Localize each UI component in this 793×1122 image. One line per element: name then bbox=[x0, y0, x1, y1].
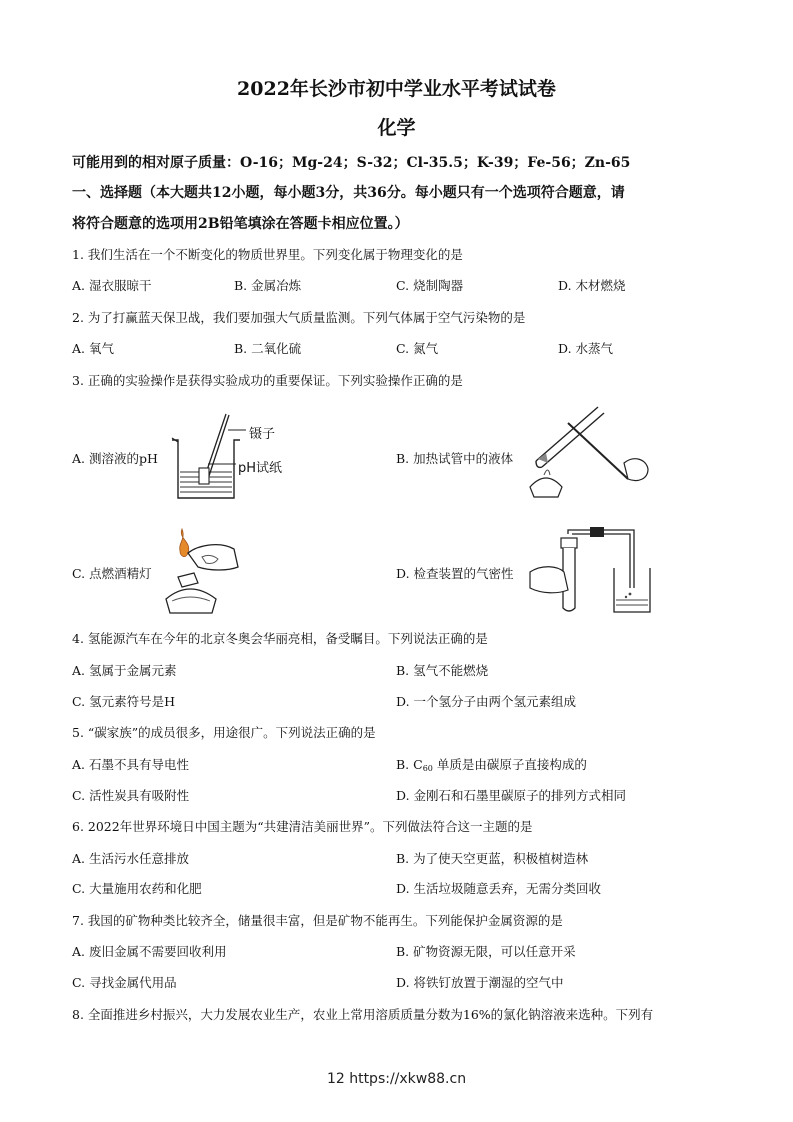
atomic-masses: 可能用到的相对原子质量：O-16；Mg-24；S-32；Cl-35.5；K-39；Fe-56；Zn-65 bbox=[72, 155, 631, 171]
question-2-stem: 2. 为了打赢蓝天保卫战，我们要加强大气质量监测。下列气体属于空气污染物的是 bbox=[72, 310, 526, 325]
ph-paper-label: pH试纸 bbox=[238, 461, 283, 476]
q5-option-d: D. 金刚石和石墨里碳原子的排列方式相同 bbox=[396, 788, 627, 803]
q1-option-b: B. 金属冶炼 bbox=[234, 278, 302, 293]
q3-option-c: C. 点燃酒精灯 bbox=[72, 566, 152, 581]
q1-option-d: D. 木材燃烧 bbox=[558, 278, 626, 293]
page-title: 2022年长沙市初中学业水平考试试卷 bbox=[237, 78, 556, 100]
q2-option-a: A. 氧气 bbox=[72, 341, 114, 356]
q3-option-a: A. 测溶液的pH bbox=[72, 451, 158, 466]
q4-option-b: B. 氢气不能燃烧 bbox=[396, 663, 489, 678]
q5-option-c: C. 活性炭具有吸附性 bbox=[72, 788, 190, 803]
alcohol-lamp-lighting-illustration bbox=[158, 527, 246, 617]
q5-option-b-subscript: 60 bbox=[422, 764, 433, 773]
q5-option-b bbox=[396, 755, 587, 773]
q6-option-c: C. 大量施用农药和化肥 bbox=[72, 881, 202, 896]
q3-option-b: B. 加热试管中的液体 bbox=[396, 451, 514, 466]
q7-option-b: B. 矿物资源无限，可以任意开采 bbox=[396, 944, 576, 959]
section-heading-line2: 将符合题意的选项用2B铅笔填涂在答题卡相应位置。） bbox=[72, 216, 409, 232]
question-6-stem: 6. 2022年世界环境日中国主题为“共建清洁美丽世界”。下列做法符合这一主题的是 bbox=[72, 819, 533, 834]
q1-option-a: A. 湿衣服晾干 bbox=[72, 278, 152, 293]
question-7-stem: 7. 我国的矿物种类比较齐全，储量很丰富，但是矿物不能再生。下列能保护金属资源的是 bbox=[72, 913, 563, 928]
q5-option-b-prefix: B. C bbox=[396, 757, 423, 772]
question-1-stem: 1. 我们生活在一个不断变化的物质世界里。下列变化属于物理变化的是 bbox=[72, 247, 463, 262]
subject-title: 化学 bbox=[377, 117, 416, 139]
q5-option-b-text: 单质是由碳原子直接构成的 bbox=[436, 757, 587, 772]
question-8-stem: 8. 全面推进乡村振兴，大力发展农业生产，农业上常用溶质质量分数为16%的氯化钠溶液来选种。下列有 bbox=[72, 1007, 654, 1022]
section-heading-line1: 一、选择题（本大题共12小题，每小题3分，共36分。每小题只有一个选项符合题意，请 bbox=[72, 185, 625, 201]
q6-option-b: B. 为了使天空更蓝，积极植树造林 bbox=[396, 851, 589, 866]
q5-option-a: A. 石墨不具有导电性 bbox=[72, 757, 189, 772]
q7-option-d: D. 将铁钉放置于潮湿的空气中 bbox=[396, 975, 564, 990]
q4-option-d: D. 一个氢分子由两个氢元素组成 bbox=[396, 694, 577, 709]
q4-option-c: C. 氢元素符号是H bbox=[72, 694, 175, 709]
question-5-stem: 5. “碳家族”的成员很多，用途很广。下列说法正确的是 bbox=[72, 725, 376, 740]
heating-test-tube-illustration bbox=[528, 403, 656, 503]
q7-option-c: C. 寻找金属代用品 bbox=[72, 975, 177, 990]
tweezers-label: 镊子 bbox=[249, 427, 276, 442]
q6-option-d: D. 生活垃圾随意丢弃，无需分类回收 bbox=[396, 881, 602, 896]
q1-option-c: C. 烧制陶器 bbox=[396, 278, 464, 293]
q2-option-b: B. 二氧化硫 bbox=[234, 341, 302, 356]
q7-option-a: A. 废旧金属不需要回收利用 bbox=[72, 944, 227, 959]
q6-option-a: A. 生活污水任意排放 bbox=[72, 851, 189, 866]
page-footer: 12 https://xkw88.cn bbox=[326, 1071, 467, 1087]
q2-option-d: D. 水蒸气 bbox=[558, 341, 614, 356]
q3-option-d: D. 检查装置的气密性 bbox=[396, 566, 514, 581]
question-4-stem: 4. 氢能源汽车在今年的北京冬奥会华丽亮相，备受瞩目。下列说法正确的是 bbox=[72, 631, 488, 646]
q2-option-c: C. 氮气 bbox=[396, 341, 439, 356]
q4-option-a: A. 氢属于金属元素 bbox=[72, 663, 177, 678]
airtightness-check-illustration bbox=[528, 524, 654, 616]
question-3-stem: 3. 正确的实验操作是获得实验成功的重要保证。下列实验操作正确的是 bbox=[72, 373, 463, 388]
